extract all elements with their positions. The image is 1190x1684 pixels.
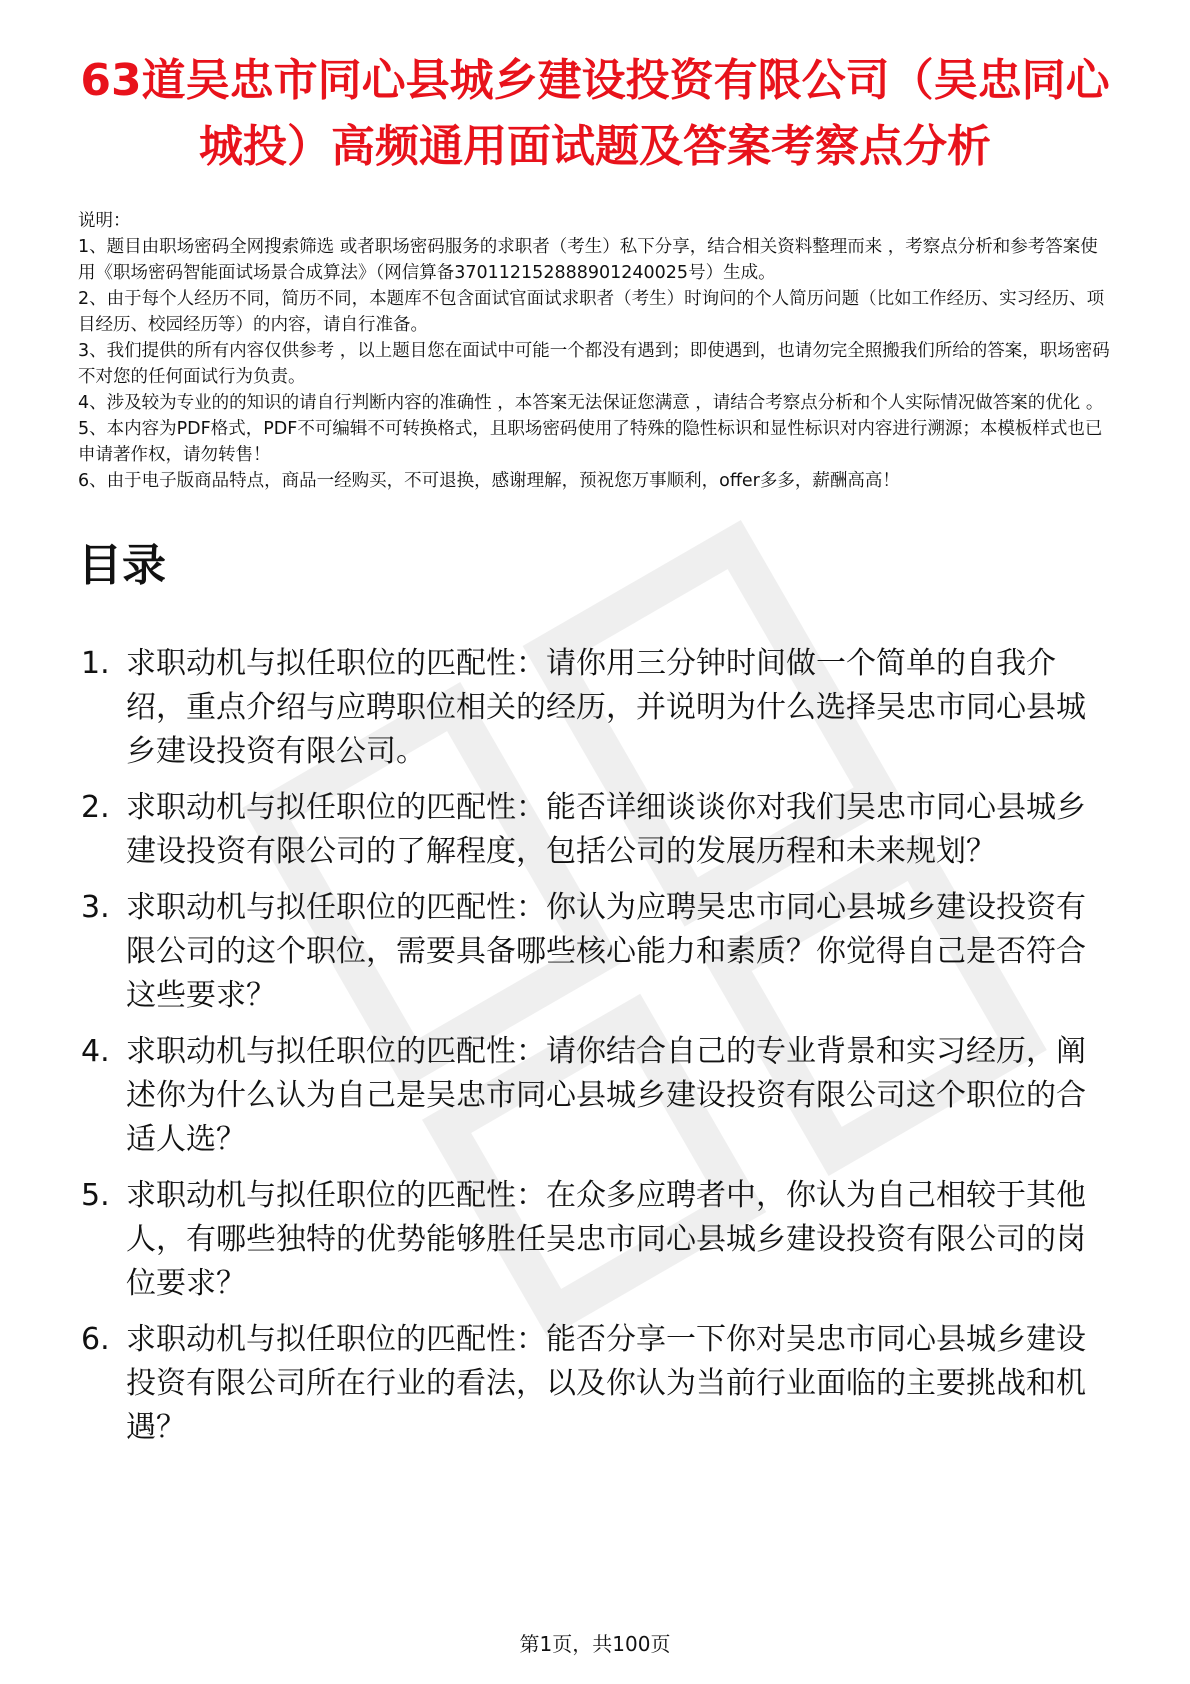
toc-item-text[interactable]: 求职动机与拟任职位的匹配性：在众多应聘者中，你认为自己相较于其他人，有哪些独特的优势能够胜任吴忠市同心县城乡建设投资有限公司的岗位要求？ <box>126 1178 1086 1301</box>
toc-item[interactable] <box>78 1030 1112 1162</box>
notes-section <box>78 208 1112 494</box>
note-item: 2、由于每个人经历不同，简历不同，本题库不包含面试官面试求职者（考生）时询问的个人简历问题（比如工作经历、实习经历、项目经历、校园经历等）的内容，请自行准备。 <box>78 289 1105 335</box>
toc-item-number: 4. <box>81 1034 110 1069</box>
toc-item-text[interactable]: 求职动机与拟任职位的匹配性：请你结合自己的专业背景和实习经历，阐述你为什么认为自己是吴忠市同心县城乡建设投资有限公司这个职位的合适人选？ <box>126 1034 1086 1157</box>
note-item: 1、题目由职场密码全网搜索筛选 或者职场密码服务的求职者（考生）私下分享，结合相关资料整理而来 ，考察点分析和参考答案使用《职场密码智能面试场景合成算法》（网信算备370112152888901240025号）生成。 <box>78 237 1098 283</box>
toc-list <box>78 642 1112 1450</box>
toc-item-number: 5. <box>81 1178 110 1213</box>
toc-item-text[interactable]: 求职动机与拟任职位的匹配性：请你用三分钟时间做一个简单的自我介绍，重点介绍与应聘职位相关的经历，并说明为什么选择吴忠市同心县城乡建设投资有限公司。 <box>126 646 1086 769</box>
note-item: 6、由于电子版商品特点，商品一经购买，不可退换，感谢理解，预祝您万事顺利，offer多多，薪酬高高！ <box>78 471 900 491</box>
notes-heading: 说明： <box>78 211 131 231</box>
toc-item-number: 1. <box>81 646 110 681</box>
page-footer: 第1页，共100页 <box>519 1632 671 1656</box>
toc-item[interactable] <box>78 1318 1112 1450</box>
note-item: 3、我们提供的所有内容仅供参考 ，以上题目您在面试中可能一个都没有遇到；即使遇到，也请勿完全照搬我们所给的答案，职场密码不对您的任何面试行为负责。 <box>78 341 1110 387</box>
toc-item-number: 2. <box>81 790 110 825</box>
note-item: 4、涉及较为专业的的知识的请自行判断内容的准确性 ，本答案无法保证您满意 ，请结合考察点分析和个人实际情况做答案的优化 。 <box>78 393 1104 413</box>
toc-item-text[interactable]: 求职动机与拟任职位的匹配性：你认为应聘吴忠市同心县城乡建设投资有限公司的这个职位，需要具备哪些核心能力和素质？你觉得自己是否符合这些要求？ <box>126 890 1086 1013</box>
toc-item-text[interactable]: 求职动机与拟任职位的匹配性：能否分享一下你对吴忠市同心县城乡建设投资有限公司所在行业的看法，以及你认为当前行业面临的主要挑战和机遇？ <box>126 1322 1086 1445</box>
toc-item[interactable] <box>78 786 1112 874</box>
toc-item-text[interactable]: 求职动机与拟任职位的匹配性：能否详细谈谈你对我们吴忠市同心县城乡建设投资有限公司的了解程度，包括公司的发展历程和未来规划？ <box>126 790 1086 869</box>
toc-item[interactable] <box>78 1174 1112 1306</box>
toc-item-number: 3. <box>81 890 110 925</box>
toc-item[interactable] <box>78 886 1112 1018</box>
toc-heading: 目录 <box>78 540 166 591</box>
document-title: 63道吴忠市同心县城乡建设投资有限公司（吴忠同心城投）高频通用面试题及答案考察点分析 <box>80 55 1110 172</box>
toc-item[interactable] <box>78 642 1112 774</box>
note-item: 5、本内容为PDF格式，PDF不可编辑不可转换格式，且职场密码使用了特殊的隐性标识和显性标识对内容进行溯源；本模板样式也已申请著作权，请勿转售！ <box>78 419 1103 465</box>
toc-item-number: 6. <box>81 1322 110 1357</box>
